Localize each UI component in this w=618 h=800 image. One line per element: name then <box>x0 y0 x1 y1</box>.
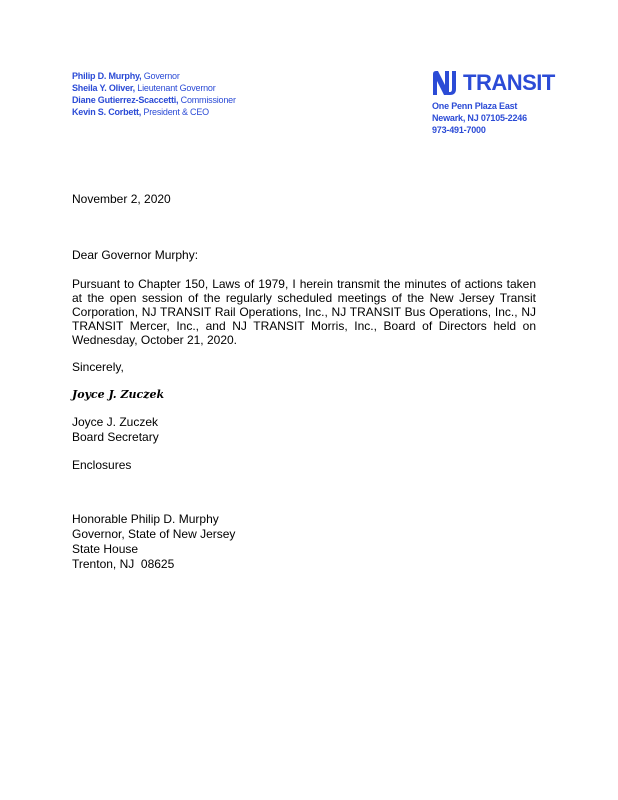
recipient-line3: State House <box>72 542 139 556</box>
official-lieutenant-governor: Sheila Y. Oliver, Lieutenant Governor <box>72 83 216 93</box>
recipient-line4: Trenton, NJ 08625 <box>72 557 175 571</box>
enclosures-note: Enclosures <box>72 458 132 472</box>
letter-date: November 2, 2020 <box>72 192 171 206</box>
nj-transit-logo <box>432 70 555 96</box>
agency-address <box>432 100 527 136</box>
recipient-address <box>72 512 235 572</box>
signature: Joyce J. Zuczek <box>72 388 165 401</box>
official-governor: Philip D. Murphy, Governor <box>72 71 180 81</box>
address-line1: One Penn Plaza East <box>432 101 518 111</box>
address-line2: Newark, NJ 07105-2246 <box>432 113 527 123</box>
letter-salutation: Dear Governor Murphy: <box>72 248 199 262</box>
official-president-ceo: Kevin S. Corbett, President & CEO <box>72 107 209 117</box>
signer-title: Board Secretary <box>72 430 159 444</box>
signer-name: Joyce J. Zuczek <box>72 415 159 429</box>
letter-body: Pursuant to Chapter 150, Laws of 1979, I herein transmit the minutes of actions taken at the open session of the regularly scheduled meetings of the New Jersey Transit Corporation, NJ TRANSIT Rail Operations, Inc., NJ TRANSIT Bus Operations, Inc., NJ TRANSIT Mercer, Inc., and NJ TRANSIT Morris, Inc., Board of Directors held on Wednesday, October 21, 2020. <box>72 277 536 347</box>
recipient-line1: Honorable Philip D. Murphy <box>72 512 219 526</box>
recipient-line2: Governor, State of New Jersey <box>72 527 236 541</box>
nj-logo-mark <box>432 70 462 96</box>
letter-closing: Sincerely, <box>72 360 124 374</box>
address-phone: 973-491-7000 <box>432 125 486 135</box>
signer-block <box>72 415 159 445</box>
official-commissioner: Diane Gutierrez-Scaccetti, Commissioner <box>72 95 236 105</box>
logo-wordmark: TRANSIT <box>463 70 555 95</box>
officials-list <box>72 70 236 118</box>
